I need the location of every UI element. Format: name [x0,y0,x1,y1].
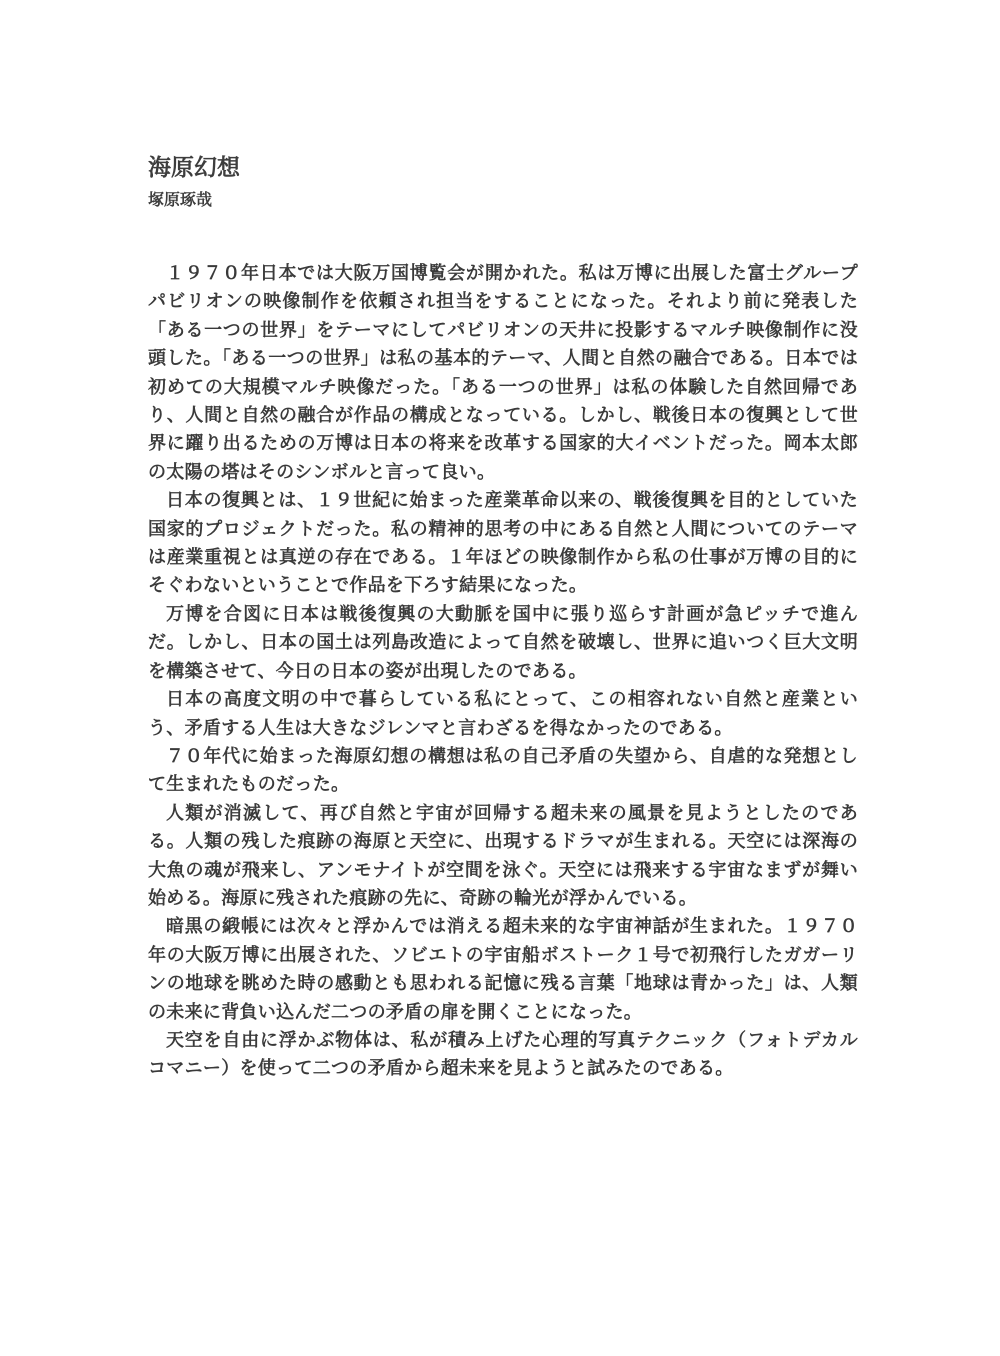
document-body [148,260,858,1084]
paragraph: 日本の高度文明の中で暮らしている私にとって、この相容れない自然と産業という、矛盾する人生は大きなジレンマと言わざるを得なかったのである。 [148,689,858,739]
document-author: 塚原琢哉 [148,190,213,209]
paragraph: 人類が消滅して、再び自然と宇宙が回帰する超未来の風景を見ようとしたのである。人類の残した痕跡の海原と天空に、出現するドラマが生まれる。天空には深海の大魚の魂が飛来し、アンモナイトが空間を泳ぐ。天空には飛来する宇宙なまずが舞い始める。海原に残された痕跡の先に、奇跡の輪光が浮かんでいる。 [148,802,858,909]
document-page [148,150,858,1084]
paragraph: 万博を合図に日本は戦後復興の大動脈を国中に張り巡らす計画が急ピッチで進んだ。しかし、日本の国土は列島改造によって自然を破壊し、世界に追いつく巨大文明を構築させて、今日の日本の姿が出現したのである。 [148,603,858,682]
paragraph: １９７０年日本では大阪万国博覧会が開かれた。私は万博に出展した富士グループパビリオンの映像制作を依頼され担当をすることになった。それより前に発表した「ある一つの世界」をテーマにしてパビリオンの天井に投影するマルチ映像制作に没頭した。「ある一つの世界」は私の基本的テーマ、人間と自然の融合である。日本では初めての大規模マルチ映像だった。「ある一つの世界」は私の体験した自然回帰であり、人間と自然の融合が作品の構成となっている。しかし、戦後日本の復興として世界に躍り出るための万博は日本の将来を改革する国家的大イベントだった。岡本太郎の太陽の塔はそのシンボルと言って良い。 [148,263,858,483]
paragraph: 天空を自由に浮かぶ物体は、私が積み上げた心理的写真テクニック（フォトデカルコマニー）を使って二つの矛盾から超未来を見ようと試みたのである。 [148,1029,858,1080]
document-title: 海原幻想 [148,154,240,181]
paragraph: 暗黒の緞帳には次々と浮かんでは消える超未来的な宇宙神話が生まれた。１９７０年の大阪万博に出展された、ソビエトの宇宙船ボストーク１号で初飛行したガガーリンの地球を眺めた時の感動とも思われる記憶に残る言葉「地球は青かった」は、人類の未来に背負い込んだ二つの矛盾の扉を開くことになった。 [148,916,858,1023]
paragraph: 日本の復興とは、１９世紀に始まった産業革命以来の、戦後復興を目的としていた国家的プロジェクトだった。私の精神的思考の中にある自然と人間についてのテーマは産業重視とは真逆の存在である。１年ほどの映像制作から私の仕事が万博の目的にそぐわないということで作品を下ろす結果になった。 [148,490,858,597]
paragraph: ７０年代に始まった海原幻想の構想は私の自己矛盾の失望から、自虐的な発想として生まれたものだった。 [148,745,858,796]
